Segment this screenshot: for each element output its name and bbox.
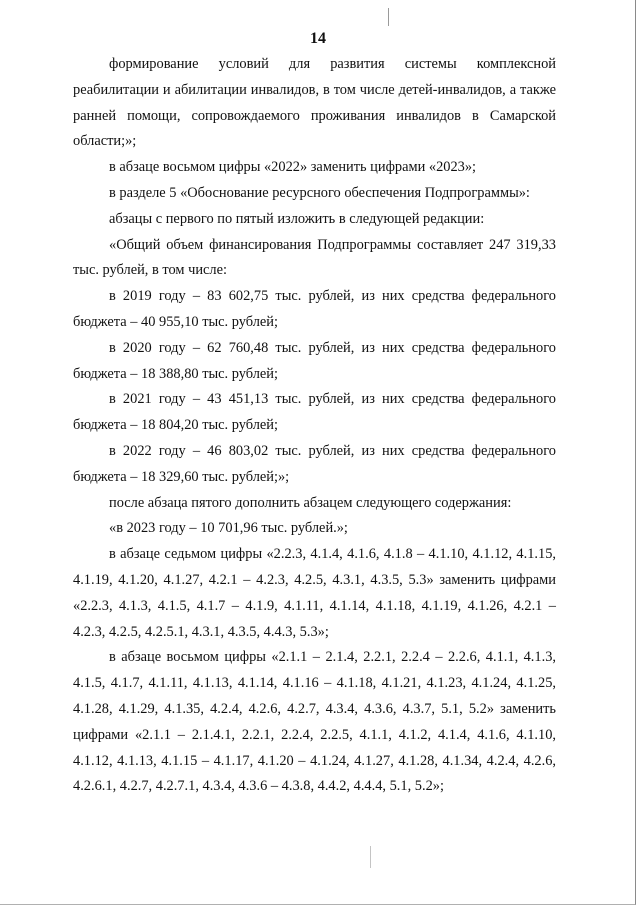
paragraph-3: в разделе 5 «Обоснование ресурсного обеспечения Подпрограммы»: <box>109 184 530 201</box>
document-body <box>73 52 556 800</box>
paragraph-12: в абзаце седьмом цифры «2.2.3, 4.1.4, 4.1.6, 4.1.8 – 4.1.10, 4.1.12, 4.1.15, 4.1.19, 4.1.20, 4.1.27, 4.2.1 – 4.2.3, 4.2.5, 4.3.1, 4.3.5, 5.3» заменить цифрами «2.2.3, 4.1.3, 4.1.5, 4.1.7 – 4.1.9, 4.1.11, 4.1.14, 4.1.18, 4.1.19, 4.1.26, 4.2.1 – 4.2.3, 4.2.5, 4.2.5.1, 4.3.1, 4.3.5, 4.4.3, 5.3»; <box>73 546 556 640</box>
paragraph-7: в 2020 году – 62 760,48 тыс. рублей, из них средства федерального бюджета – 18 388,80 тыс. рублей; <box>73 339 556 382</box>
scan-artifact-line <box>388 8 389 26</box>
page-number: 14 <box>310 30 326 47</box>
paragraph-8: в 2021 году – 43 451,13 тыс. рублей, из них средства федерального бюджета – 18 804,20 тыс. рублей; <box>73 391 556 434</box>
paragraph-9: в 2022 году – 46 803,02 тыс. рублей, из них средства федерального бюджета – 18 329,60 тыс. рублей;»; <box>73 442 556 485</box>
paragraph-13: в абзаце восьмом цифры «2.1.1 – 2.1.4, 2.2.1, 2.2.4 – 2.2.6, 4.1.1, 4.1.3, 4.1.5, 4.1.7, 4.1.11, 4.1.13, 4.1.14, 4.1.16 – 4.1.18, 4.1.21, 4.1.23, 4.1.24, 4.1.25, 4.1.28, 4.1.29, 4.1.35, 4.2.4, 4.2.6, 4.2.7, 4.3.4, 4.3.6, 4.3.7, 5.1, 5.2» заменить цифрами «2.1.1 – 2.1.4.1, 2.2.1, 2.2.4, 2.2.5, 4.1.1, 4.1.2, 4.1.4, 4.1.6, 4.1.10, 4.1.12, 4.1.13, 4.1.15 – 4.1.17, 4.1.20 – 4.1.24, 4.1.27, 4.1.28, 4.1.34, 4.2.4, 4.2.6, 4.2.6.1, 4.2.7, 4.2.7.1, 4.3.4, 4.3.6 – 4.3.8, 4.4.2, 4.4.4, 5.1, 5.2»; <box>73 649 556 795</box>
paragraph-4: абзацы с первого по пятый изложить в следующей редакции: <box>109 210 485 227</box>
paragraph-5: «Общий объем финансирования Подпрограммы составляет 247 319,33 тыс. рублей, в том числе: <box>73 236 556 279</box>
paragraph-1: формирование условий для развития системы комплексной реабилитации и абилитации инвалидов, в том числе детей-инвалидов, а также ранней помощи, сопровождаемого проживания инвалидов в Самарской области;»; <box>73 56 556 150</box>
paragraph-10: после абзаца пятого дополнить абзацем следующего содержания: <box>109 494 512 511</box>
paragraph-11: «в 2023 году – 10 701,96 тыс. рублей.»; <box>109 520 348 537</box>
paragraph-6: в 2019 году – 83 602,75 тыс. рублей, из них средства федерального бюджета – 40 955,10 тыс. рублей; <box>73 288 556 330</box>
scan-artifact-line <box>370 846 371 868</box>
paragraph-2: в абзаце восьмом цифры «2022» заменить цифрами «2023»; <box>109 159 477 176</box>
